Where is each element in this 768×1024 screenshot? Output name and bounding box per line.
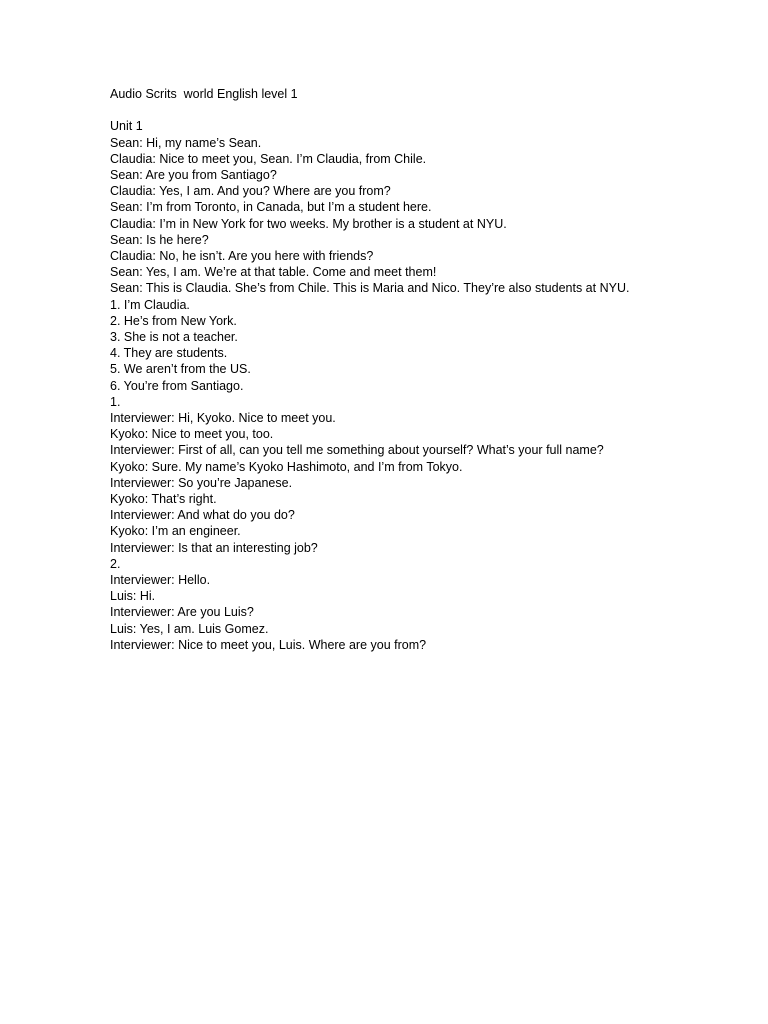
transcript-line: Kyoko: Nice to meet you, too. (110, 427, 274, 442)
transcript-line: Claudia: I’m in New York for two weeks. My brother is a student at NYU. (110, 216, 507, 231)
transcript-line: Unit 1 (110, 119, 143, 134)
transcript-line: 5. We aren’t from the US. (110, 362, 251, 377)
blank-line (110, 102, 750, 118)
transcript-line: Kyoko: Sure. My name’s Kyoko Hashimoto, and I’m from Tokyo. (110, 459, 463, 474)
transcript-line: Sean: This is Claudia. She’s from Chile. This is Maria and Nico. They’re also students at NYU. (110, 281, 630, 296)
transcript-line: Claudia: Yes, I am. And you? Where are you from? (110, 184, 391, 199)
transcript-line: Luis: Yes, I am. Luis Gomez. (110, 621, 269, 636)
transcript-line: 4. They are students. (110, 346, 228, 361)
transcript-line: Kyoko: I’m an engineer. (110, 524, 241, 539)
transcript-line: Sean: I’m from Toronto, in Canada, but I’m a student here. (110, 200, 432, 215)
transcript-line: 6. You’re from Santiago. (110, 378, 244, 393)
transcript-line: Interviewer: So you’re Japanese. (110, 475, 293, 490)
transcript-line: Luis: Hi. (110, 589, 156, 604)
transcript-line: 3. She is not a teacher. (110, 330, 238, 345)
transcript-line: Interviewer: First of all, can you tell me something about yourself? What’s your full name? (110, 443, 604, 458)
transcript-line: Interviewer: Hello. (110, 573, 211, 588)
transcript-line: Claudia: No, he isn’t. Are you here with friends? (110, 249, 374, 264)
transcript-line: Sean: Are you from Santiago? (110, 168, 277, 182)
transcript-line: Interviewer: Hi, Kyoko. Nice to meet you. (110, 411, 336, 426)
transcript-line: 1. I’m Claudia. (110, 297, 190, 312)
transcript-lines (110, 118, 750, 653)
transcript-line: Kyoko: That’s right. (110, 492, 217, 507)
transcript-line: Claudia: Nice to meet you, Sean. I’m Claudia, from Chile. (110, 151, 427, 166)
transcript-line: Interviewer: And what do you do? (110, 508, 295, 523)
document-body (110, 86, 750, 653)
transcript-line: Sean: Hi, my name’s Sean. (110, 135, 262, 150)
transcript-line: Interviewer: Are you Luis? (110, 605, 254, 620)
transcript-line: 2. He’s from New York. (110, 313, 237, 328)
transcript-line: Sean: Yes, I am. We’re at that table. Come and meet them! (110, 265, 437, 280)
transcript-line: Interviewer: Nice to meet you, Luis. Where are you from? (110, 637, 427, 652)
transcript-line: 2. (110, 556, 121, 571)
document-title: Audio Scrits world English level 1 (110, 87, 298, 101)
transcript-line: Sean: Is he here? (110, 232, 209, 247)
transcript-line: Interviewer: Is that an interesting job? (110, 540, 318, 555)
transcript-line: 1. (110, 394, 121, 409)
